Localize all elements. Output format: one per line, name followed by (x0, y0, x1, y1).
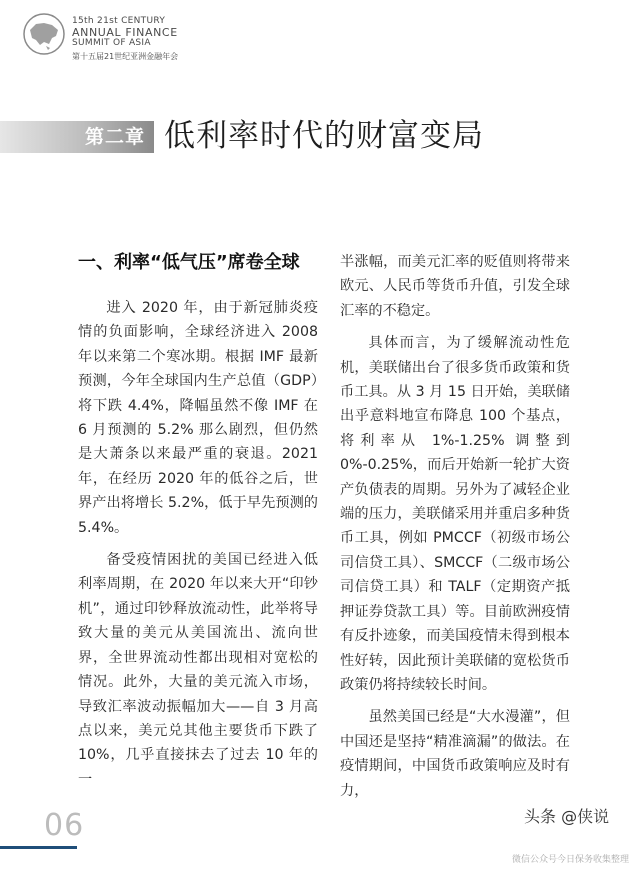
right-column (340, 250, 570, 811)
logo-text (72, 16, 178, 62)
watermark: 头条 @侠说 (524, 807, 610, 826)
paragraph: 进入 2020 年，由于新冠肺炎疫情的负面影响，全球经济进入 2008 年以来第二个寒冰期。根据 IMF 最新预测，今年全球国内生产总值（GDP）将下跌 4.4%，降幅虽然不像 IMF 在 6 月预测的 5.2% 那么剧烈，但仍然是大萧条以来最严重的衰退。2021 年，在经历 2020 年的低谷之后，世界产出将增长 5.2%，低于早先预测的 5.4%。 (78, 300, 318, 536)
paragraph: 虽然美国已经是“大水漫灌”，但中国还是坚持“精准滴漏”的做法。在疫情期间，中国货币政策响应及时有力， (340, 709, 570, 799)
page-rule (0, 846, 77, 849)
page-number: 06 (44, 808, 85, 843)
asia-map-logo-icon (22, 12, 66, 56)
logo-line-3: SUMMIT OF ASIA (72, 38, 151, 48)
logo-line-1: 15th 21st CENTURY (72, 16, 166, 26)
section-heading: 一、利率“低气压”席卷全球 (78, 252, 300, 273)
paragraph: 具体而言，为了缓解流动性危机，美联储出台了很多货币政策和货币工具。从 3 月 15 日开始，美联储出乎意料地宣布降息 100 个基点，将利率从 1%-1.25% 调整到 0%-0.25%，而后开始新一轮扩大资产负债表的周期。另外为了减轻企业端的压力，美联储采用并重启多种货币工具，例如 PMCCF（初级市场公司信贷工具）、SMCCF（二级市场公司信贷工具）和 TALF（定期资产抵押证券贷款工具）等。目前欧洲疫情有反扑迹象，而美国疫情未得到根本性好转，因此预计美联储的宽松货币政策仍将持续较长时间。 (340, 335, 570, 693)
watermark-subtext: 微信公众号今日保务收集整理 (512, 855, 630, 865)
paragraph: 半涨幅，而美元汇率的贬值则将带来欧元、人民币等货币升值，引发全球汇率的不稳定。 (340, 254, 570, 319)
chapter-title: 低利率时代的财富变局 (164, 118, 484, 154)
logo-line-2: ANNUAL FINANCE (72, 26, 178, 39)
left-column (78, 250, 318, 800)
paragraph: 备受疫情困扰的美国已经进入低利率周期，在 2020 年以来大开“印钞机”，通过印钞释放流动性，此举将导致大量的美元从美国流出、流向世界，全世界流动性都出现相对宽松的情况。此外，大量的美元流入市场，导致汇率波动振幅加大——自 3 月高点以来，美元兑其他主要货币下跌了 10%，几乎直接抹去了过去 10 年的一 (78, 552, 318, 788)
chapter-label: 第二章 (84, 126, 145, 148)
summit-logo (22, 12, 182, 70)
logo-chinese-name: 第十五届21世纪亚洲金融年会 (72, 52, 179, 61)
